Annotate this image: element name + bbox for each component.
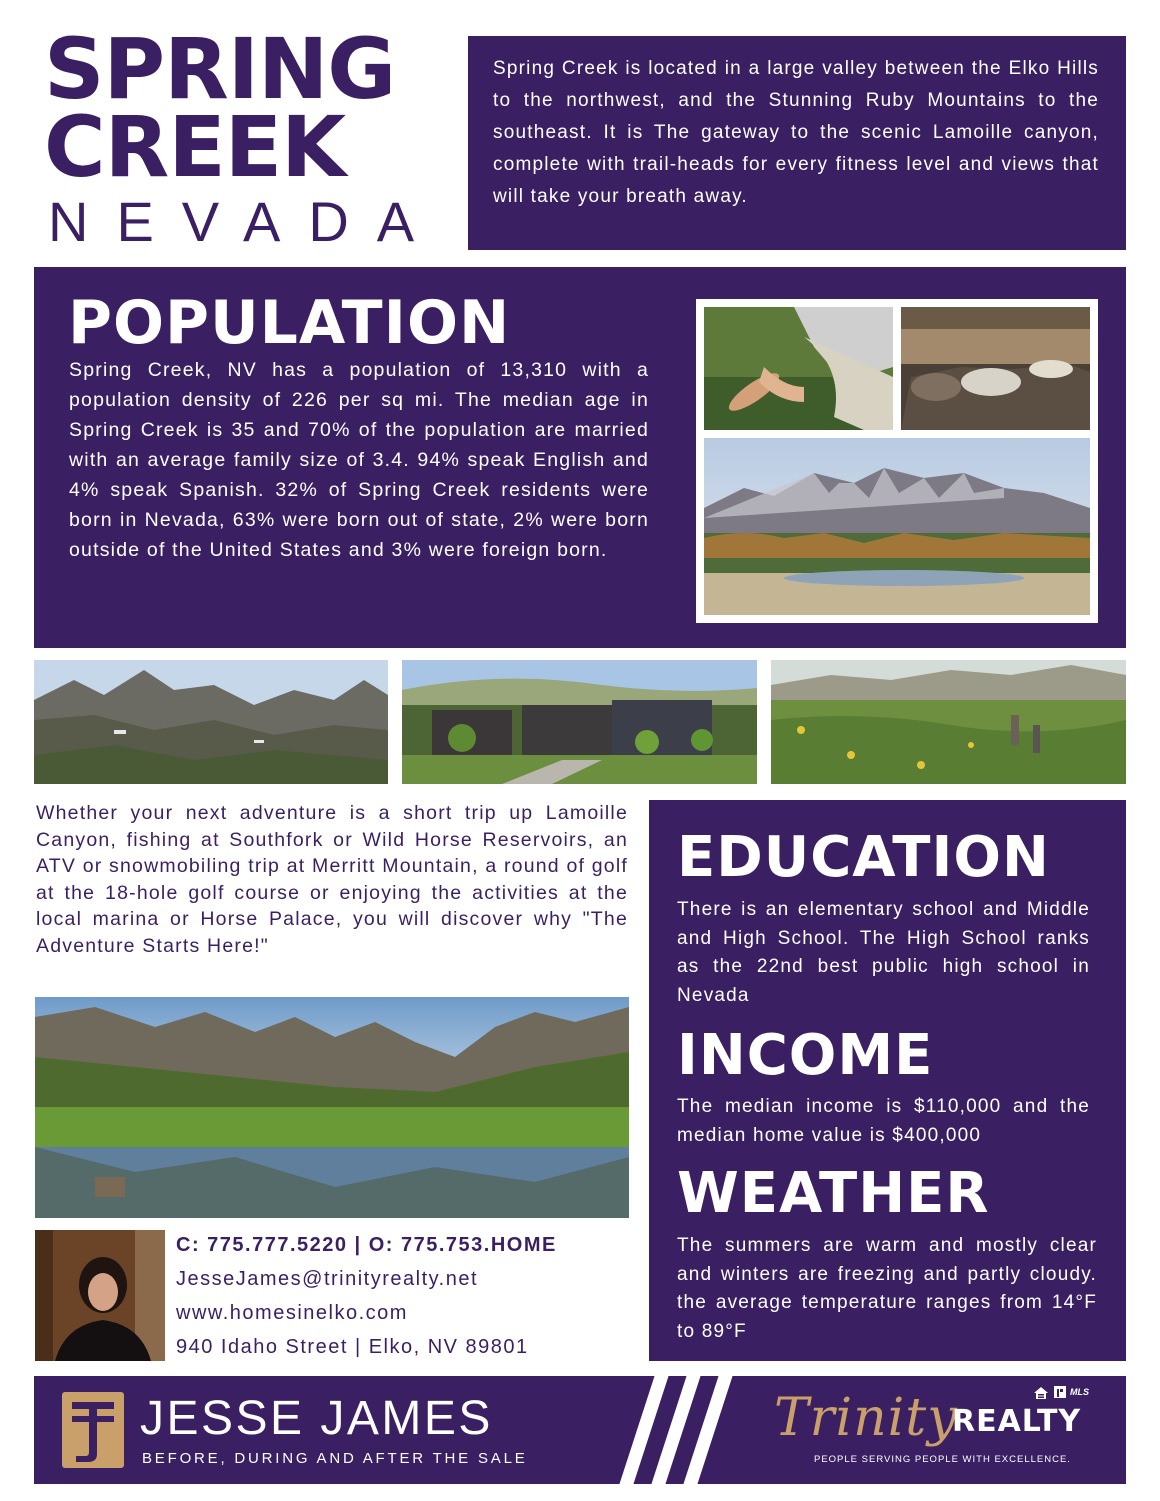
title-spring: SPRING: [44, 20, 396, 118]
income-heading: INCOME: [677, 1023, 934, 1088]
mountain-valley-photo: [704, 438, 1090, 615]
weather-heading: WEATHER: [677, 1161, 990, 1226]
brand-tagline: PEOPLE SERVING PEOPLE WITH EXCELLENCE.: [814, 1454, 1071, 1465]
brand-script: Trinity: [774, 1388, 958, 1448]
contact-email[interactable]: JesseJames@trinityrealty.net: [176, 1268, 479, 1290]
adventure-text: Whether your next adventure is a short trip up Lamoille Canyon, fishing at Southfork or Wild Horse Reservoirs, an ATV or snowmobiling trip at Merritt Mountain, a round of golf at the 18-hole golf course or enjoying the activities at the local marina or Horse Palace, you will discover why "The Adventure Starts Here!": [36, 802, 628, 957]
footer-bar: [34, 1376, 1126, 1484]
agent-tagline: BEFORE, DURING AND AFTER THE SALE: [142, 1450, 528, 1467]
hiking-meadow-photo: [771, 660, 1126, 784]
equal-housing-icon: [1034, 1386, 1048, 1398]
footer-stripes: [629, 1376, 749, 1484]
population-text: Spring Creek, NV has a population of 13,310 with a population density of 226 per sq mi. The median age in Spring Creek is 35 and 70% of the population are married with an average family size of 3.4. 94% speak English and 4% speak Spanish. 32% of Spring Creek residents were born in Nevada, 63% were born out of state, 2% were born outside of the United States and 3% were foreign born.: [69, 359, 649, 561]
contact-address: 940 Idaho Street | Elko, NV 89801: [176, 1336, 529, 1358]
title-block: [44, 22, 454, 257]
contact-phones: C: 775.777.5220 | O: 775.753.HOME: [176, 1234, 557, 1256]
weather-text: The summers are warm and mostly clear and winters are freezing and partly cloudy. the average temperature ranges from 14°F to 89°F: [677, 1235, 1097, 1342]
title-nevada: NEVADA: [48, 190, 443, 253]
lake-reflection-photo: [35, 997, 629, 1218]
population-heading: POPULATION: [68, 288, 511, 358]
intro-box: [468, 36, 1126, 250]
agent-photo: [35, 1230, 165, 1361]
mls-label: MLS: [1070, 1387, 1089, 1397]
fishing-photo: [704, 307, 893, 430]
school-campus-photo: [402, 660, 757, 784]
income-text: The median income is $110,000 and the median home value is $400,000: [677, 1096, 1090, 1146]
intro-text: Spring Creek is located in a large valley between the Elko Hills to the northwest, and the Stunning Ruby Mountains to the southeast. It is The gateway to the scenic Lamoille canyon, complete with trail-heads for every fitness level and views that will take your breath away.: [493, 58, 1099, 207]
contact-info: [176, 1228, 636, 1364]
contact-website[interactable]: www.homesinelko.com: [176, 1302, 408, 1324]
brand-word: REALTY: [952, 1404, 1082, 1439]
title-creek: CREEK: [44, 98, 346, 196]
agent-logo-icon: [62, 1392, 124, 1468]
rocky-peaks-photo: [34, 660, 388, 784]
population-section: [34, 267, 1126, 648]
photo-collage: [696, 299, 1098, 623]
agent-name: JESSE JAMES: [140, 1392, 493, 1445]
rodeo-photo: [901, 307, 1090, 430]
education-heading: EDUCATION: [677, 825, 1050, 890]
education-text: There is an elementary school and Middle and High School. The High School ranks as the 22nd best public high school in Nevada: [677, 899, 1090, 1006]
realtor-icon: [1054, 1386, 1066, 1398]
facts-panel: [649, 800, 1126, 1361]
